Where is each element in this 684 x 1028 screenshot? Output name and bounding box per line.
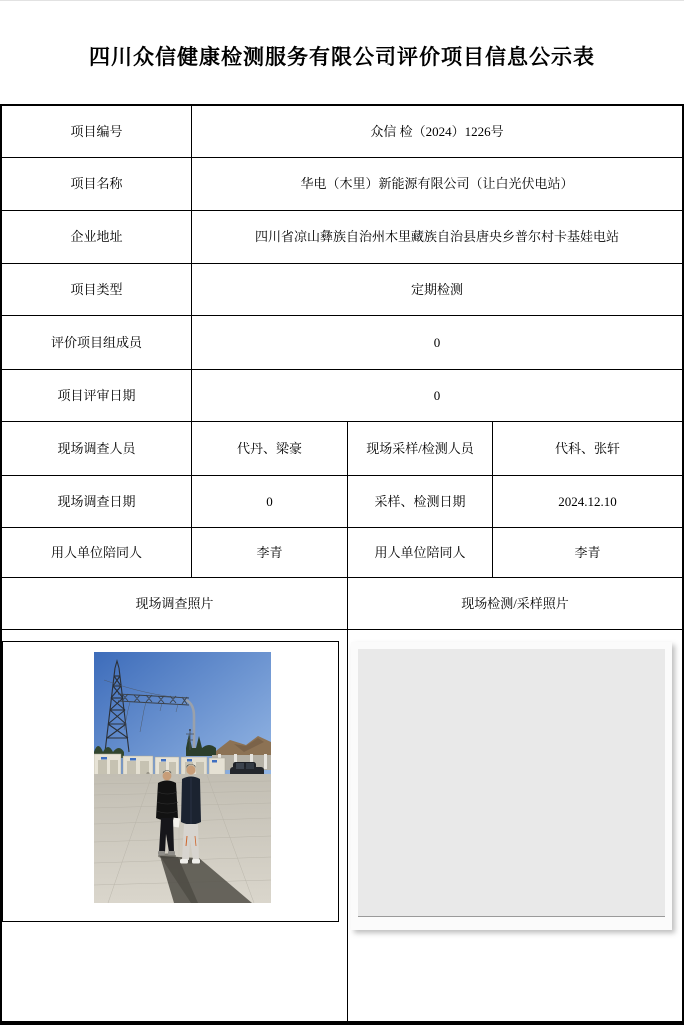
- blank-photo-inner: [358, 649, 665, 916]
- value-cell: 代科、张轩: [493, 422, 682, 476]
- page-title: 四川众信健康检测服务有限公司评价项目信息公示表: [89, 45, 595, 69]
- photo-header-right: 现场检测/采样照片: [348, 578, 682, 630]
- label-cell: 项目评审日期: [2, 370, 192, 422]
- label-cell: 用人单位陪同人: [348, 528, 493, 578]
- table-row: [2, 264, 682, 316]
- label-cell: 现场调查人员: [2, 422, 192, 476]
- value-cell: 2024.12.10: [493, 476, 682, 528]
- table-row: [2, 316, 682, 370]
- label-cell: 评价项目组成员: [2, 316, 192, 370]
- value-cell: 0: [192, 476, 348, 528]
- label-cell: 项目名称: [2, 158, 192, 211]
- info-table: [0, 104, 684, 1025]
- table-row: [2, 106, 682, 158]
- table-row: [2, 211, 682, 264]
- photo-header-left: 现场调查照片: [2, 578, 348, 630]
- sampling-photo-blank: [351, 642, 672, 930]
- table-row: [2, 422, 682, 476]
- photo-header-row: [2, 578, 682, 630]
- value-cell: 李青: [192, 528, 348, 578]
- label-cell: 用人单位陪同人: [2, 528, 192, 578]
- table-row: [2, 528, 682, 578]
- label-cell: 项目类型: [2, 264, 192, 316]
- label-cell: 现场调查日期: [2, 476, 192, 528]
- table-row: [2, 476, 682, 528]
- survey-photo-cell: [2, 630, 348, 1021]
- sampling-photo-cell: [348, 630, 682, 1021]
- label-cell: 现场采样/检测人员: [348, 422, 493, 476]
- label-cell: 项目编号: [2, 106, 192, 158]
- value-cell: 0: [192, 316, 682, 370]
- photo-row: [2, 630, 682, 1021]
- table-row: [2, 370, 682, 422]
- value-cell: 定期检测: [192, 264, 682, 316]
- label-cell: 企业地址: [2, 211, 192, 264]
- value-cell: 四川省凉山彝族自治州木里藏族自治县唐央乡普尔村卡基娃电站: [192, 211, 682, 264]
- value-cell: 李青: [493, 528, 682, 578]
- table-row: [2, 158, 682, 211]
- value-cell: 0: [192, 370, 682, 422]
- survey-photo-illustration: [94, 652, 271, 903]
- value-cell: 代丹、梁豪: [192, 422, 348, 476]
- blank-photo-baseline: [358, 916, 665, 917]
- survey-photo-frame: [2, 641, 339, 922]
- survey-photo: [94, 652, 271, 903]
- value-cell: 华电（木里）新能源有限公司（让白光伏电站）: [192, 158, 682, 211]
- value-cell: 众信 检（2024）1226号: [192, 106, 682, 158]
- label-cell: 采样、检测日期: [348, 476, 493, 528]
